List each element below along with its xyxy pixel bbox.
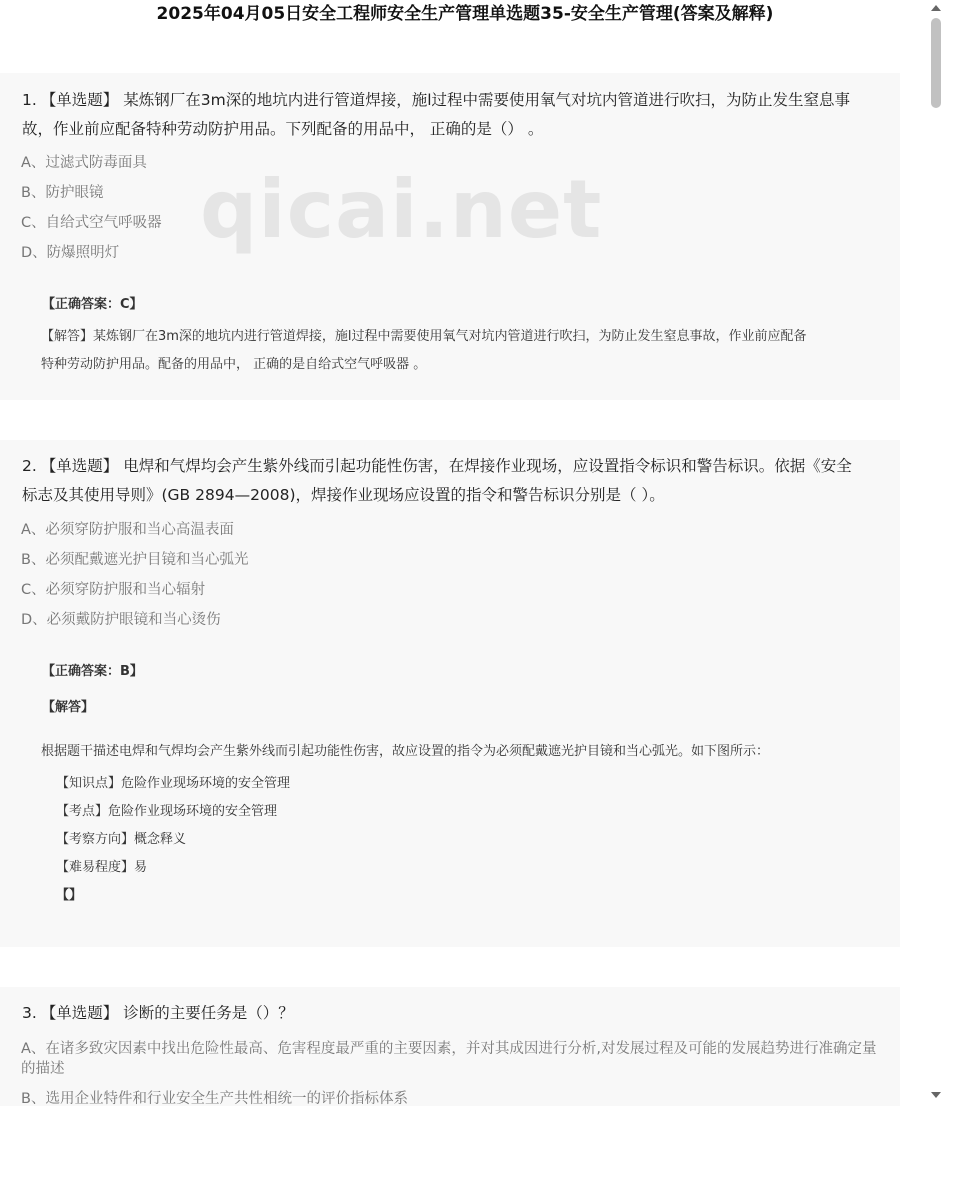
exam-point: 【考点】危险作业现场环境的安全管理 (56, 804, 278, 819)
question-number: 2. (22, 457, 37, 475)
question-stem-line2: 故，作业前应配备特种劳动防护用品。下列配备的用品中， 正确的是（） 。 (22, 120, 544, 138)
explanation-line1: 【解答】某炼钢厂在3m深的地坑内进行管道焊接，施l过程中需要使用氧气对坑内管道进行吹扫，为防止发生窒息事故，作业前应配备 (41, 329, 807, 344)
difficulty-level: 【难易程度】易 (56, 860, 148, 875)
correct-answer: 【正确答案：C】 (42, 297, 143, 312)
question-number: 3. (22, 1004, 37, 1022)
option-a[interactable]: A、必须穿防护服和当心高温表面 (21, 522, 234, 538)
question-stem (22, 452, 884, 510)
question-card-3 (0, 987, 900, 1106)
question-stem (22, 86, 884, 144)
question-type: 【单选题】 (40, 457, 119, 475)
vertical-scrollbar[interactable] (928, 0, 944, 1106)
explanation-body: 根据题干描述电焊和气焊均会产生紫外线而引起功能性伤害，故应设置的指令为必须配戴遮光护目镜和当心弧光。如下图所示： (41, 744, 770, 759)
question-type: 【单选题】 (40, 91, 119, 109)
scroll-up-arrow-icon[interactable] (931, 5, 941, 11)
option-c[interactable]: C、必须穿防护服和当心辐射 (21, 582, 206, 598)
question-stem-line1: 诊断的主要任务是（）？ (123, 1004, 294, 1022)
option-a[interactable]: A、在诸多致灾因素中找出危险性最高、危害程度最严重的主要因素，并对其成因进行分析,对发展过程及可能的发展趋势进行准确定量的描述 (21, 1041, 877, 1077)
content-viewport[interactable] (0, 40, 928, 1106)
empty-bracket: 【】 (56, 888, 83, 903)
option-b[interactable]: B、选用企业特件和行业安全生产共性相统一的评价指标体系 (21, 1091, 408, 1106)
option-b[interactable]: B、必须配戴遮光护目镜和当心弧光 (21, 552, 249, 568)
option-b[interactable]: B、防护眼镜 (21, 185, 104, 201)
exam-direction: 【考察方向】概念释义 (56, 832, 187, 847)
question-stem-line1: 电焊和气焊均会产生紫外线而引起功能性伤害，在焊接作业现场，应设置指令标识和警告标识。依据《安全 (123, 457, 852, 475)
question-type: 【单选题】 (40, 1004, 119, 1022)
question-stem (22, 999, 884, 1028)
scrollbar-thumb[interactable] (931, 18, 941, 108)
explanation-line2: 特种劳动防护用品。配备的用品中， 正确的是自给式空气呼吸器 。 (41, 357, 427, 372)
option-a[interactable]: A、过滤式防毒面具 (21, 155, 147, 171)
explanation-heading: 【解答】 (42, 700, 95, 715)
question-card-2 (0, 440, 900, 947)
watermark: qicai.net (200, 163, 603, 256)
explanation (41, 323, 871, 379)
option-d[interactable]: D、必须戴防护眼镜和当心烫伤 (21, 612, 221, 628)
knowledge-point: 【知识点】危险作业现场环境的安全管理 (56, 776, 291, 791)
question-stem-line1: 某炼钢厂在3m深的地坑内进行管道焊接，施l过程中需要使用氧气对坑内管道进行吹扫，为防止发生窒息事 (123, 91, 851, 109)
option-c[interactable]: C、自给式空气呼吸器 (21, 215, 162, 231)
question-stem-line2: 标志及其使用导则》(GB 2894—2008)，焊接作业现场应设置的指令和警告标识分别是（ ）。 (22, 486, 665, 504)
page-title: 2025年04月05日安全工程师安全生产管理单选题35-安全生产管理(答案及解释) (156, 4, 774, 24)
scroll-down-arrow-icon[interactable] (931, 1092, 941, 1098)
question-number: 1. (22, 91, 37, 109)
option-d[interactable]: D、防爆照明灯 (21, 245, 120, 261)
correct-answer: 【正确答案：B】 (42, 664, 143, 679)
